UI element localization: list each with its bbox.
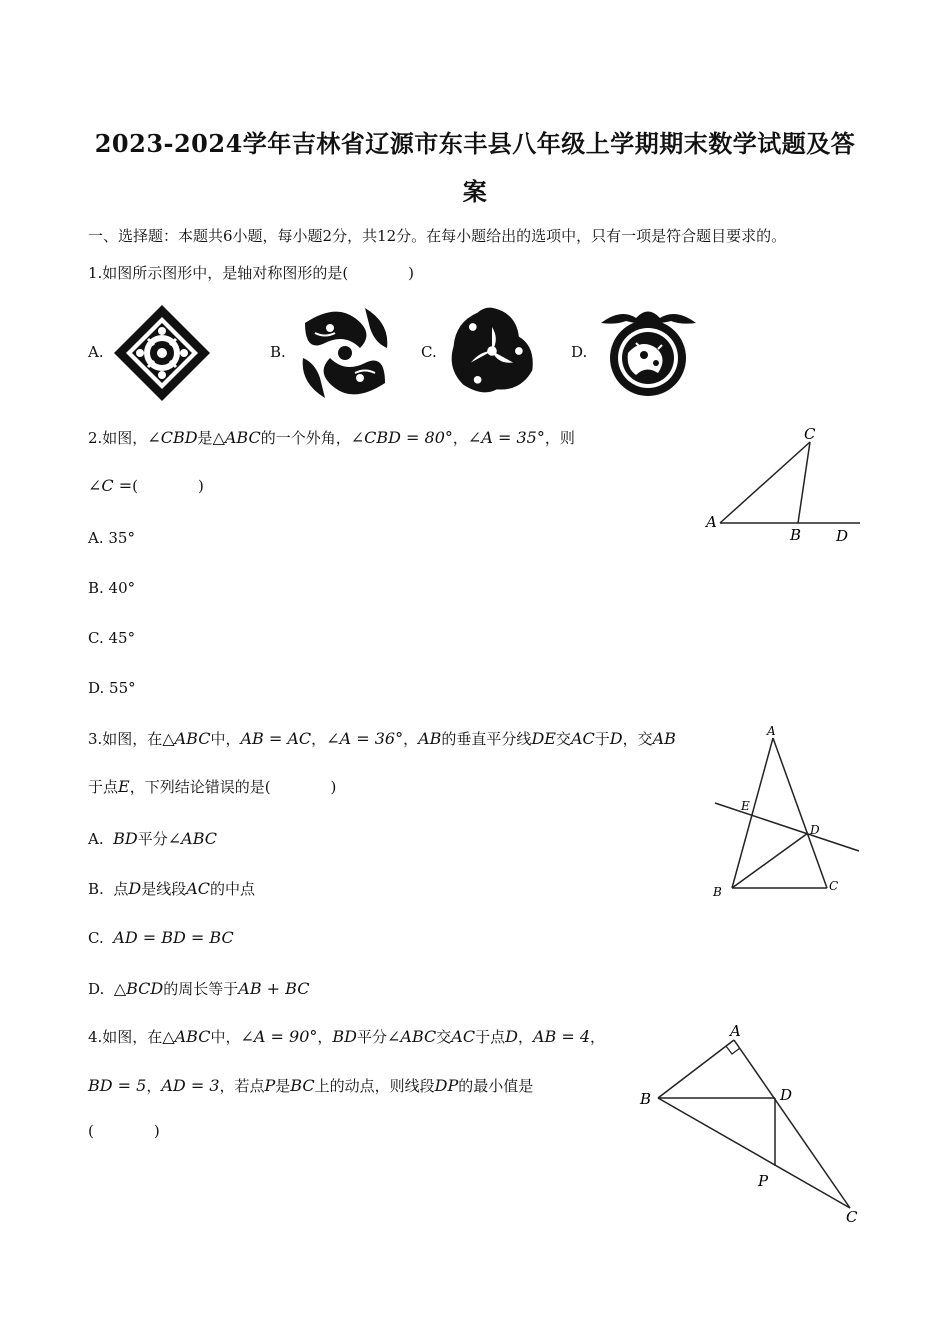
q4-text: 中， — [210, 1028, 241, 1046]
q3-e: E — [118, 777, 130, 796]
q3-math: AD = BD = BC — [113, 928, 234, 947]
q3-option-c — [88, 928, 234, 947]
q3-option-b — [88, 878, 255, 899]
q4-label-p: P — [758, 1172, 769, 1190]
q2-num: 2.如图， — [88, 429, 148, 447]
q4-label-a: A — [730, 1022, 741, 1040]
section-heading: 一、选择题：本题共6小题，每小题2分，共12分。在每小题给出的选项中，只有一项是符合题目要求的。 — [88, 227, 787, 245]
q4-figure — [630, 1018, 870, 1228]
q3-text: 于点 — [88, 778, 119, 796]
q3-math: △BCD — [113, 979, 164, 998]
q4-bd: BD — [332, 1027, 357, 1046]
q3-math: AB + BC — [238, 979, 310, 998]
q4-text: 于点 — [475, 1028, 506, 1046]
q4-angle-abc: ∠ABC — [387, 1027, 437, 1046]
q2-text: ，则 — [544, 429, 575, 447]
q2-label-d: D — [836, 527, 849, 545]
q4-text: ， — [317, 1028, 333, 1046]
document-title-line2: 案 — [462, 177, 488, 206]
q3-text: ，下列结论错误的是( ) — [129, 778, 337, 796]
q3-label-d: D — [810, 823, 820, 837]
q4-text: 交 — [436, 1028, 452, 1046]
q4-text: 的最小值是 — [458, 1077, 534, 1095]
q4-bd-value: BD = 5 — [88, 1076, 147, 1095]
q2-stem-line2 — [88, 475, 204, 496]
q3-option-label: A. — [88, 830, 104, 848]
q3-stem-line2 — [88, 776, 336, 797]
q3-ab: AB — [652, 729, 676, 748]
q2-figure — [700, 422, 870, 550]
q3-text: 点 — [113, 880, 129, 898]
q3-label-e: E — [741, 799, 750, 813]
q2-option-b: B. 40° — [88, 579, 136, 597]
q1-option-d-label: D. — [571, 343, 588, 361]
q4-text: ，若点 — [219, 1077, 265, 1095]
q3-ab: AB — [418, 729, 442, 748]
q2-answer-blank: ( ) — [132, 477, 204, 495]
q3-option-label: C. — [88, 929, 104, 947]
q4-ad-value: AD = 3 — [161, 1076, 220, 1095]
q3-text: 的周长等于 — [163, 980, 239, 998]
q4-text: ， — [146, 1077, 162, 1095]
q3-ab-eq-ac: AB = AC — [240, 729, 312, 748]
diamond-paper-cut-icon — [112, 303, 212, 403]
q1-option-a-label: A. — [88, 343, 104, 361]
q4-text: ， — [590, 1028, 606, 1046]
q2-text: ， — [452, 429, 468, 447]
q4-answer-blank: ( ) — [88, 1122, 160, 1140]
q3-math: BD — [113, 829, 138, 848]
fish-swirl-paper-cut-icon — [295, 303, 395, 403]
q2-label-a: A — [706, 513, 717, 531]
q3-de: DE — [531, 729, 556, 748]
q3-text: 平分 — [137, 830, 168, 848]
q2-text: 的一个外角， — [260, 429, 351, 447]
document-title-line1: 2023-2024学年吉林省辽源市东丰县八年级上学期期末数学试题及答 — [94, 129, 856, 158]
q3-triangle-abc: △ABC — [162, 729, 211, 748]
q4-text: 平分 — [357, 1028, 388, 1046]
q1-option-c-label: C. — [421, 343, 437, 361]
q3-text: 是线段 — [141, 880, 187, 898]
q4-stem-line2 — [88, 1075, 533, 1096]
q3-label-a: A — [767, 724, 776, 738]
q4-label-c: C — [846, 1208, 858, 1226]
q3-math: ∠ABC — [167, 829, 218, 848]
q2-stem-line1 — [88, 427, 575, 448]
q2-text: 是 — [197, 429, 213, 447]
q3-num: 3.如图，在 — [88, 730, 163, 748]
q4-dp: DP — [434, 1076, 459, 1095]
q4-ab-value: AB = 4 — [532, 1027, 591, 1046]
three-fold-paper-cut-icon — [444, 303, 540, 399]
q2-label-b: B — [790, 526, 802, 544]
q3-text: 于 — [594, 730, 610, 748]
q3-stem-line1 — [88, 728, 676, 749]
q2-angle-cbd: ∠CBD — [147, 428, 198, 447]
q3-angle-a: ∠A = 36° — [326, 729, 404, 748]
q4-stem-line1 — [88, 1026, 605, 1047]
q3-option-label: B. — [88, 880, 104, 898]
q3-option-a — [88, 828, 217, 849]
q3-label-c: C — [829, 879, 839, 893]
q4-ac: AC — [451, 1027, 476, 1046]
q3-ac: AC — [570, 729, 595, 748]
q3-text: 中， — [210, 730, 241, 748]
q4-bc: BC — [290, 1076, 315, 1095]
q3-option-label: D. — [88, 980, 105, 998]
q1-option-b-label: B. — [270, 343, 286, 361]
q4-triangle-abc: △ABC — [162, 1027, 211, 1046]
q4-text: ， — [517, 1028, 533, 1046]
q4-text: 上的动点，则线段 — [314, 1077, 435, 1095]
q4-label-d: D — [780, 1086, 793, 1104]
q2-option-d: D. 55° — [88, 679, 136, 697]
round-paper-cut-icon — [596, 303, 700, 399]
q4-d: D — [505, 1027, 518, 1046]
q3-text: ，交 — [622, 730, 653, 748]
q3-text: ， — [311, 730, 327, 748]
q2-option-c: C. 45° — [88, 629, 136, 647]
q4-text: 是 — [275, 1077, 291, 1095]
q3-label-b: B — [713, 885, 722, 899]
q4-angle-a: ∠A = 90° — [240, 1027, 318, 1046]
q3-math: AC — [186, 879, 210, 898]
q3-text: 的垂直平分线 — [441, 730, 532, 748]
q2-label-c: C — [804, 425, 816, 443]
q4-num: 4.如图，在 — [88, 1028, 163, 1046]
q2-angle-value-cbd: ∠CBD = 80° — [350, 428, 453, 447]
q2-triangle-abc: △ABC — [212, 428, 261, 447]
q2-option-a: A. 35° — [88, 529, 135, 547]
q3-figure — [705, 720, 865, 902]
q3-d: D — [609, 729, 623, 748]
q3-math: D — [128, 879, 142, 898]
q3-text: 交 — [555, 730, 571, 748]
q3-option-d — [88, 978, 309, 999]
q2-angle-c: ∠C = — [88, 476, 133, 495]
q3-text: 的中点 — [210, 880, 256, 898]
q1-stem: 1.如图所示图形中，是轴对称图形的是( ) — [88, 264, 415, 282]
q4-label-b: B — [640, 1090, 652, 1108]
q2-angle-value-a: ∠A = 35° — [467, 428, 545, 447]
q3-text: ， — [403, 730, 419, 748]
q4-p: P — [264, 1076, 276, 1095]
